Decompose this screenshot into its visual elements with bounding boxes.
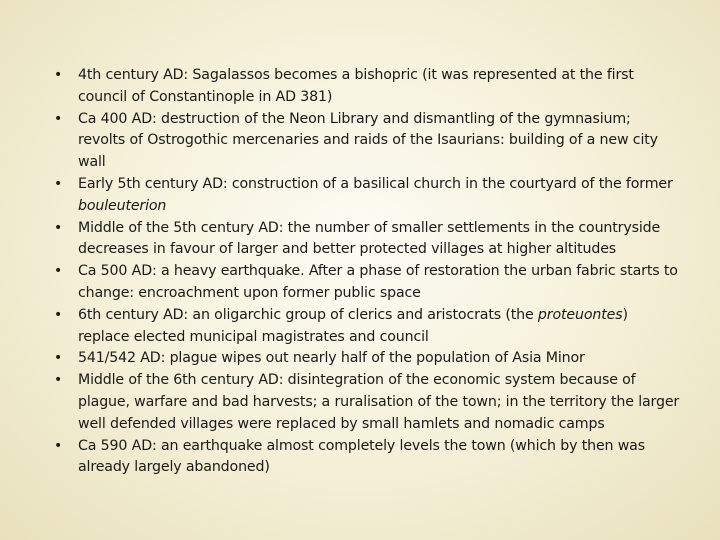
bullet-icon: •	[54, 219, 63, 236]
bullet-item-2	[52, 109, 682, 174]
bullet-text: Early 5th century AD: construction of a basilical church in the courtyard of the former	[78, 175, 673, 192]
bullet-text: 541/542 AD: plague wipes out nearly half of the population of Asia Minor	[78, 350, 585, 367]
bullet-list	[52, 65, 682, 479]
bullet-italic-term: proteuontes	[537, 306, 623, 323]
bullet-text: Ca 400 AD: destruction of the Neon Library and dismantling of the gymnasium; revolts of Ostrogothic mercenaries and raids of the Isaurians: building of a new city wall	[78, 110, 658, 171]
bullet-icon: •	[54, 263, 63, 280]
bullet-item-6	[52, 305, 682, 349]
bullet-item-1	[52, 65, 682, 109]
bullet-item-7	[52, 348, 682, 370]
bullet-item-5	[52, 261, 682, 305]
bullet-icon: •	[54, 372, 63, 389]
bullet-item-9	[52, 436, 682, 480]
bullet-text: Ca 590 AD: an earthquake almost completely levels the town (which by then was already largely abandoned)	[78, 437, 645, 476]
bullet-text: 6th century AD: an oligarchic group of clerics and aristocrats (the	[78, 306, 538, 323]
bullet-icon: •	[54, 350, 63, 367]
bullet-text: Ca 500 AD: a heavy earthquake. After a phase of restoration the urban fabric starts to change: encroachment upon former public space	[78, 263, 678, 301]
bullet-item-4	[52, 218, 682, 262]
bullet-italic-term: bouleuterion	[78, 197, 167, 214]
bullet-text: Middle of the 6th century AD: disintegration of the economic system because of plague, warfare and bad harvests; a ruralisation of the town; in the territory the larger well defended villages were replaced by small hamlets and nomadic camps	[78, 372, 680, 432]
bullet-icon: •	[54, 110, 63, 127]
bullet-icon: •	[54, 306, 63, 323]
bullet-text: 4th century AD: Sagalassos becomes a bishopric (it was represented at the first council of Constantinople in AD 381)	[78, 67, 634, 105]
bullet-text-tail: ) replace elected municipal magistrates and council	[78, 306, 628, 345]
bullet-item-8	[52, 370, 682, 435]
bullet-icon: •	[54, 175, 63, 192]
bullet-icon: •	[54, 67, 63, 83]
bullet-icon: •	[54, 437, 63, 454]
bullet-text: Middle of the 5th century AD: the number of smaller settlements in the countryside decreases in favour of larger and better protected villages at higher altitudes	[78, 219, 661, 258]
bullet-item-3	[52, 174, 682, 218]
